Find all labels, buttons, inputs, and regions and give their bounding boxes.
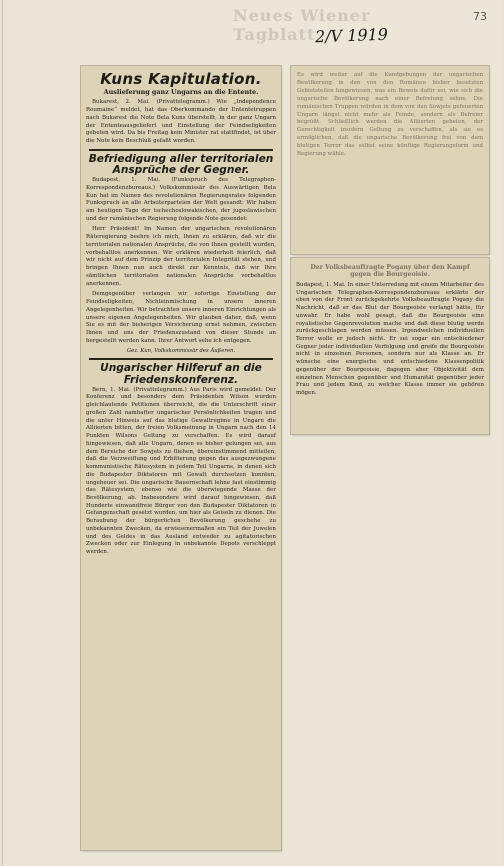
headline-pogany: Der Volksbeauftragte Pogany über den Kampf gegen die Bourgeoisie.: [310, 264, 470, 279]
divider: [89, 358, 273, 360]
headline-kun-capitulation: Kuns Kapitulation.: [100, 70, 262, 88]
handwritten-date: 2/V 1919: [314, 24, 389, 47]
signature-line: Gez. Kun, Volkskommissär des Äußeren.: [126, 348, 236, 355]
subhead-surrender: Auslieferung ganz Ungarns an die Entente.: [103, 87, 259, 96]
clipping-left: [81, 66, 281, 850]
archive-sheet: [2, 0, 501, 866]
headline-territorial-claims: Befriedigung aller territorialen Ansprüche der Gegner.: [88, 152, 274, 176]
paragraph: Budapest, 1. Mai. In einer Unterredung mit einem Mitarbeiter des Ungarischen Telegraphen-Korrespondenzbureaus erklärte der eben von der Front zurückgekehrte Volksbeauftragte Pogany die Nachricht, daß er das Blut der Bourgeoisie verlangt hätte, für unwahr. Er habe wohl gesagt, daß die Bourgeoisie eine royalistische Gegenrevolution mache und daß diese blutig werde zurückgeschlagen werden müssen. Irgendwelchen individuellen Terror wolle er jedoch nicht. Er sei sogar ein entschiedener Gegner jeder individuellen Verfolgung und greife die Bourgeoisie nicht in einzelnen Personen, sondern nur als Klasse an. Er wünsche eine energische und entschiedene Klassenpolitik gegenüber der Bourgeoisie, dagegen aber Objektivität dem einzelnen Menschen gegenüber und Humanität gegenüber jeder Frau und jedem Kind, zu welcher Klasse immer sie gehören mögen.: [296, 281, 484, 397]
archive-number: 73: [473, 10, 487, 23]
headline-peace-conference: Ungarischer Hilferuf an die Friedenskonferenz.: [100, 362, 262, 386]
paragraph: Bern, 1. Mai. (Privattelegramm.) Aus Paris wird gemeldet: Der Konferenz und besonders dem Präsidenten Wilson wurden gleichlautende Petitionen überreicht, die die Unterschrift einer großen Zahl namhafter ungarischer Persönlichkeiten tragen und die unter Hinweis auf das blutige Gewaltregime in Ungarn die Alliierten bitten, der freien Volksmeinung in Ungarn nach den 14 Punkten Wilsons Geltung zu verschaffen. Es wird darauf hingewiesen, daß alle Ungarn, denen es bisher gelungen sei, aus dem Bereiche der Sowjets zu fliehen, übereinstimmend mitteilen, daß die Verzweiflung und Erbitterung gegen das ausgezwungene kommunistische Rätesystem in jedem Teil Ungarns, in denen sich die Budapester Diktatoren mit Gewalt durchsetzen konnten, ungeheuer sei. Die ungarische Bauernschaft lehne fast einstimmig das Rätesystem, ebenso wie die überwiegende Masse der Bevölkerung, ab. Insbesondere wird darauf hingewiesen, daß Hunderte einwandfreie Bürger von den Budapester Diktatoren in Gefangenschaft gesetzt wurden, um hier als Geiseln zu dienen. Die Beraubung der bürgerlichen Bevölkerung geschehe zu unbekannten Zwecken, da erwiesenermaßen ein Teil der Juwelen und des Geldes in das Ausland entweder zu agitatorischen Zwecken oder zur Einlegung in unbekannte Depots verschleppt werden.: [86, 386, 276, 556]
paragraph: Demgegenüber verlangen wir sofortige Einstellung der Feindseligkeiten, Nichteinmischung in unsere inneren Angelegenheiten. Wir betrachten unsere inneren Einrichtungen als unsere eigenen Angelegenheiten. Wir glauben daher, daß, wenn Sie es mit der bisherigen Versicherung ernst nehmen, zwischen Ihnen und uns der Friedenszustand von dieser Stunde an hergestellt werden kann. Ihrer Antwort sehe ich entgegen.: [86, 291, 276, 344]
clipping-right-bottom: [291, 258, 489, 434]
paragraph: Herr Präsident! Im Namen der ungarischen revolutionären Räteregierung beehre ich mich, Ihnen zu erklären, daß wir die territorialen nationalen Ansprüche, die von Ihnen gestellt wurden, vorbehaltlos anerkennen. Wir erklären wiederholt feierlich, daß wir nicht auf dem Prinzip der territorialen Integrität stehen, und bringen Ihnen nun auch direkt zur Kenntnis, daß wir Ihre sämtlichen territorialen nationalen Ansprüche vorbehaltlos anerkennen.: [86, 226, 276, 287]
paragraph: Budapest, 1. Mai. (Funkspruch des Telegraphen-Korrespondenzbureaus.) Volkskommissär des Auswärtigen Bela Kun hat im Namen des revolutionären Regierungsrates folgenden Funkspruch an alle Arbeiterparteien der Welt gesandt: Wir haben am heutigen Tage der tschechoslowakischen, der jugoslawischen und der rumänischen Regierung folgende Note gesendet:: [86, 177, 276, 222]
clipping-right-top: [291, 66, 489, 254]
divider: [89, 149, 273, 151]
paragraph: Es wird weiter auf die Kundgebungen der ungarischen Bevölkerung in den von den Rumänen bisher besetzten Gebietsteilen hingewiesen, was ein Beweis dafür sei, wie sich die ungarische Bevölkerung nach einer Befreiung sehne. Die rumänischen Truppen würden in dem von den Sowjets gefeuerten Ungarn längst nicht mehr als Feinde, sondern als Befreier begrüßt. Schließlich werden die Alliierten gebeten, der Gerechtigkeit insofern Geltung zu verschaffen, als sie es ermöglichen, daß die ungarische Bevölkerung frei von dem blutigen Terror das selbst seine künftige Regierungsform und Regierung wähle.: [297, 72, 483, 158]
newspaper-masthead: Neues Wiener Tagblatt: [233, 6, 371, 44]
paragraph: Bukarest, 2. Mai. (Privattelegramm.) Wie „Independence Roumaine“ meldet, hat das Oberkommando der Ententetruppen nach Bukarest die Note Bela Kuns überstellt, in der ganz Ungarn der Ententeausgeliefert und Einstellung der Feindseligkeiten gebeten wird. Da bis Freitag kein Minister rat stattfindet, ist über die Note kein Beschluß gefaßt worden.: [86, 99, 276, 145]
